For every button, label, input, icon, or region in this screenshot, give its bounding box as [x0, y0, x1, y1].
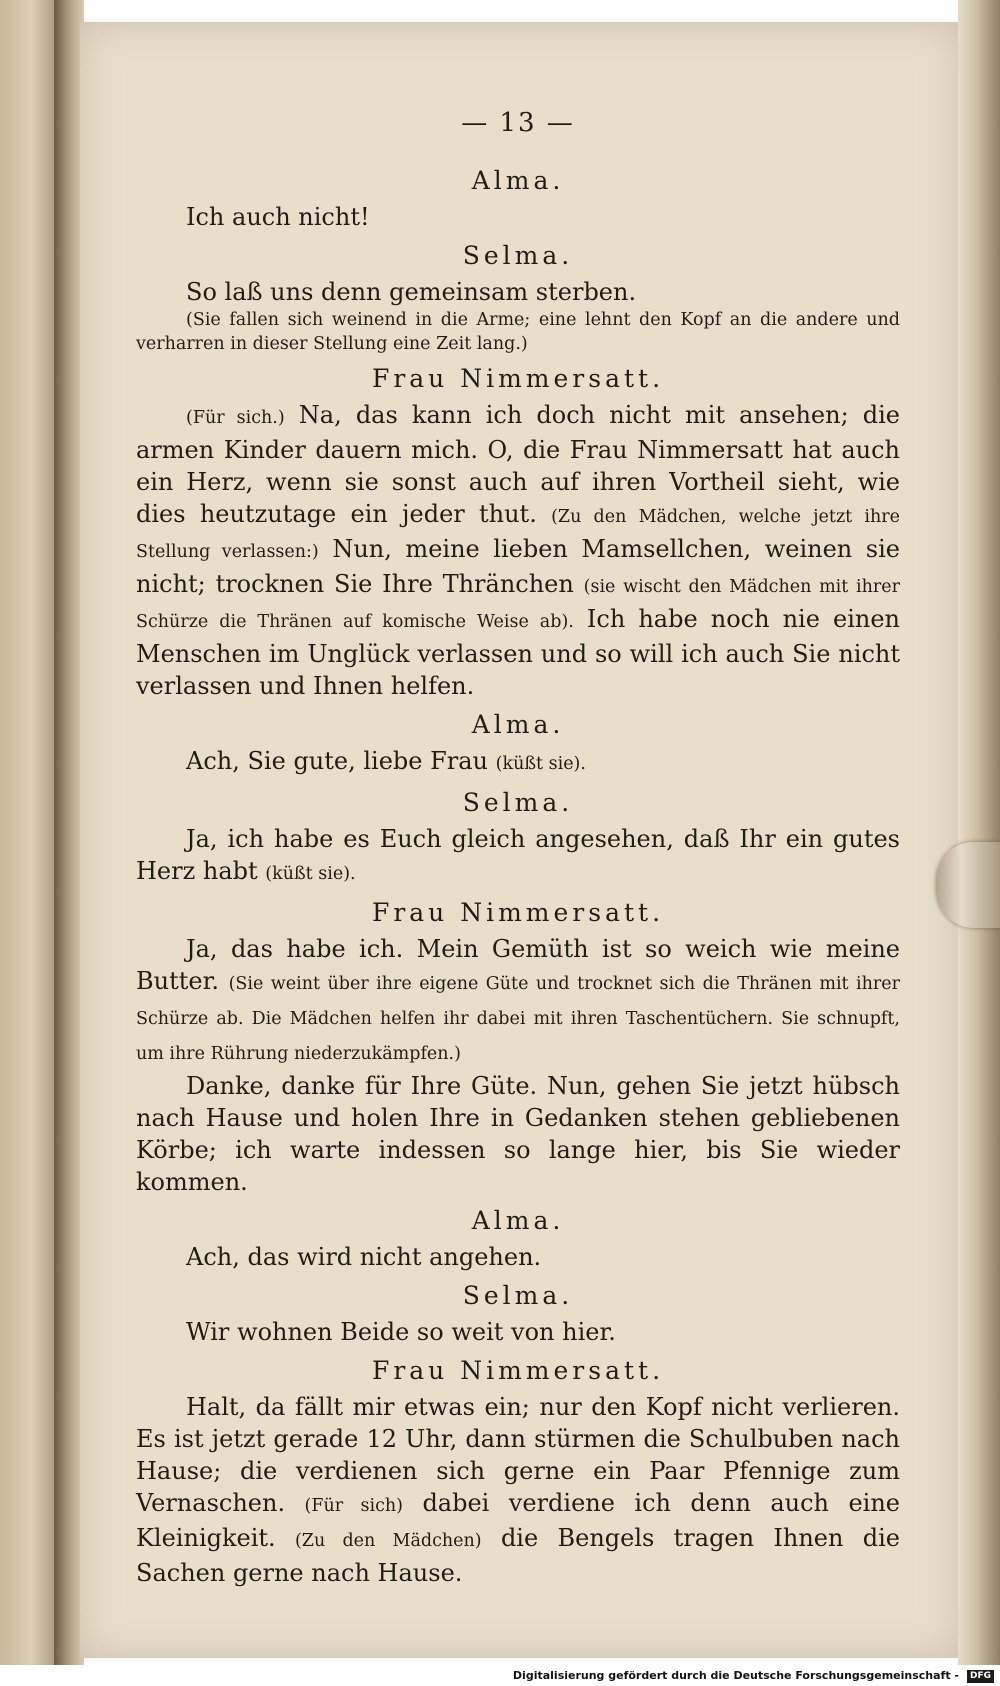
- dialogue-line: Ich auch nicht!: [186, 203, 370, 231]
- dialogue-text: Halt, da fällt mir etwas ein; nur den Kopf nicht verlieren. Es ist jetzt gerade 12 Uhr, dann stürmen die Schulbuben nach Hause; die verdienen sich gerne ein Paar Pfennige zum Vernaschen.: [136, 1393, 900, 1517]
- dialogue-text: Ja, ich habe es Euch gleich angesehen, daß Ihr ein gutes Herz habt: [136, 825, 900, 885]
- funding-notice: Digitalisierung gefördert durch die Deutsche Forschungsgemeinschaft -: [512, 1669, 959, 1682]
- stage-direction: (Zu den Mädchen, welche jetzt ihre Stellung verlassen:): [136, 507, 900, 562]
- page-number: — 13 —: [461, 108, 575, 138]
- stage-direction: (Für sich.): [186, 408, 285, 428]
- stage-direction: (Zu den Mädchen): [294, 1531, 482, 1551]
- dialogue-line: [136, 399, 900, 702]
- dialogue-text: Ja, das habe ich. Mein Gemüth ist so weich wie meine Butter.: [136, 935, 900, 995]
- page-edges: [958, 0, 1000, 1665]
- dialogue-text: die Bengels tragen Ihnen die Sachen gerne nach Hause.: [136, 1524, 900, 1587]
- dialogue-line: Wir wohnen Beide so weit von hier.: [186, 1318, 616, 1346]
- speaker-name: Frau Nimmersatt.: [371, 898, 665, 927]
- dfg-logo: DFG: [967, 1670, 994, 1683]
- speaker-name: Selma.: [462, 241, 574, 270]
- stage-direction: (küßt sie).: [495, 754, 586, 774]
- dialogue-line: Danke, danke für Ihre Güte. Nun, gehen Sie jetzt hübsch nach Hause und holen Ihre in Gedanken stehen gebliebenen Körbe; ich warte indessen so lange hier, bis Sie wieder kommen.: [136, 1072, 900, 1196]
- speaker-name: Frau Nimmersatt.: [371, 1356, 665, 1385]
- dialogue-text: dabei verdiene ich denn auch eine Kleinigkeit.: [136, 1489, 900, 1552]
- dialogue-line: So laß uns denn gemeinsam sterben.: [186, 278, 637, 306]
- speaker-name: Alma.: [471, 710, 565, 739]
- stage-direction: (Für sich): [304, 1496, 403, 1516]
- stage-direction: (küßt sie).: [265, 864, 356, 884]
- previous-page-edge: [0, 0, 58, 1665]
- speaker-name: Selma.: [462, 1281, 574, 1310]
- dialogue-text: Ach, Sie gute, liebe Frau: [186, 747, 496, 775]
- dialogue-line: Ach, das wird nicht angehen.: [186, 1243, 542, 1271]
- digitization-footer: [0, 1665, 1000, 1686]
- stage-direction: (sie wischt den Mädchen mit ihrer Schürze die Thränen auf komische Weise ab).: [136, 577, 900, 632]
- speaker-name: Alma.: [471, 1206, 565, 1235]
- speaker-name: Selma.: [462, 788, 574, 817]
- dialogue-text: Na, das kann ich doch nicht mit ansehen; die armen Kinder dauern mich. O, die Frau Nimmersatt hat auch ein Herz, wenn sie sonst auch auf ihren Vortheil sieht, wie dies heutzutage ein jeder thut.: [136, 401, 900, 528]
- stage-direction: (Sie weint über ihre eigene Güte und trocknet sich die Thränen mit ihrer Schürze ab. Die Mädchen helfen ihr dabei mit ihren Taschentüchern. Sie schnupft, um ihre Rührung niederzukämpfen.): [136, 974, 900, 1064]
- dialogue-line: [136, 823, 900, 890]
- stage-direction: (Sie fallen sich weinend in die Arme; eine lehnt den Kopf an die andere und verharren in dieser Stellung eine Zeit lang.): [136, 310, 900, 354]
- dialogue-text: Nun, meine lieben Mamsellchen, weinen sie nicht; trocknen Sie Ihre Thränchen: [136, 535, 900, 598]
- dialogue-text: Ich habe noch nie einen Menschen im Unglück verlassen und so will ich auch Sie nicht verlassen und Ihnen helfen.: [136, 605, 900, 700]
- dialogue-line: [136, 933, 900, 1070]
- dialogue-line: [136, 1391, 900, 1589]
- dialogue-line: [136, 745, 900, 780]
- page-text: [136, 108, 900, 1589]
- page-tab-marker: [936, 842, 1000, 928]
- speaker-name: Frau Nimmersatt.: [371, 364, 665, 393]
- speaker-name: Alma.: [471, 166, 565, 195]
